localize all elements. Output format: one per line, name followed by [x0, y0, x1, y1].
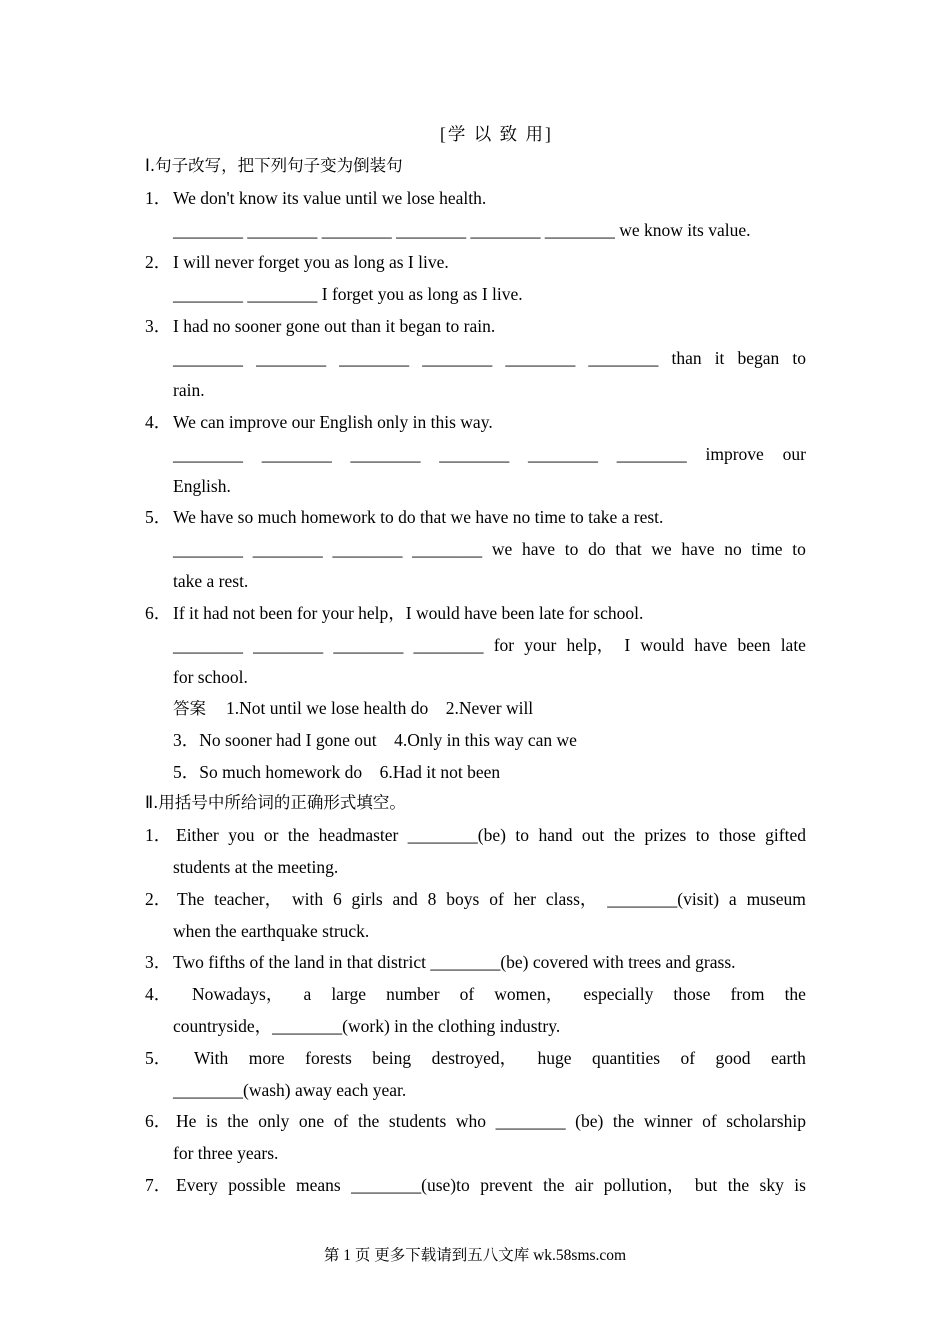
word: women， [494, 984, 564, 1004]
word: the [727, 1175, 750, 1195]
p2-cont: when the earthquake struck. [173, 921, 370, 941]
word: ________ [173, 444, 243, 464]
word: and [392, 889, 418, 909]
q5-number: 5． [145, 507, 172, 527]
word: good [715, 1048, 751, 1068]
q6-fill-cont: for school. [173, 667, 248, 687]
word: number [386, 984, 440, 1004]
word: ________ [332, 539, 403, 559]
word: have [522, 539, 556, 559]
word: ________ [505, 348, 576, 368]
word: it [714, 348, 725, 368]
word: the [357, 1111, 380, 1131]
word: or [263, 825, 279, 845]
word: your [524, 635, 557, 655]
word: we [491, 539, 513, 559]
p2-line [177, 888, 806, 910]
q4-number: 4． [145, 412, 172, 432]
word: a [303, 984, 312, 1004]
word: late [780, 635, 806, 655]
word: gifted [765, 825, 806, 845]
word: ________(be) [407, 825, 506, 845]
word: those [718, 825, 756, 845]
word: ________ [495, 1111, 566, 1131]
word: huge [537, 1048, 572, 1068]
word: those [673, 984, 711, 1004]
word: ________ [422, 348, 493, 368]
word: ________ [339, 348, 410, 368]
p5-line [194, 1047, 806, 1069]
p2-number: 2． [145, 889, 172, 909]
answer-line-2: 3．No sooner had I gone out 4.Only in this way can we [173, 730, 577, 750]
q5-sentence: We have so much homework to do that we have no time to take a rest. [173, 507, 664, 527]
q2-sentence: I will never forget you as long as I live. [173, 252, 449, 272]
word: girls [351, 889, 383, 909]
q1-fill-line: ________ ________ ________ ________ ________ ________ we know its value. [173, 220, 751, 240]
q3-number: 3． [145, 316, 172, 336]
p6-number: 6． [145, 1111, 172, 1131]
word: ________ [173, 635, 243, 655]
word: ________ [333, 635, 404, 655]
word: of [489, 889, 504, 909]
section-1-heading: Ⅰ.句子改写，把下列句子变为倒装句 [145, 156, 403, 175]
word: with [291, 889, 324, 909]
word: 6 [332, 889, 342, 909]
word: ________ [413, 635, 484, 655]
word: to [515, 825, 530, 845]
answer-text-1: 1.Not until we lose health do 2.Never will [226, 698, 534, 718]
word: winner [643, 1111, 693, 1131]
word: ________ [173, 348, 243, 368]
p5-cont: ________(wash) away each year. [173, 1080, 407, 1100]
q4-sentence: We can improve our English only in this way. [173, 412, 493, 432]
word: ________ [528, 444, 598, 464]
word: teacher， [214, 889, 283, 909]
word: museum [746, 889, 806, 909]
word: have [694, 635, 728, 655]
word: ________ [350, 444, 421, 464]
word: prizes [644, 825, 687, 845]
word: her [513, 889, 536, 909]
word: the [287, 825, 310, 845]
word: Either [176, 825, 219, 845]
answer-label: 答案 [173, 699, 206, 718]
word: a [728, 889, 737, 909]
p4-line [192, 983, 806, 1005]
p7-line [176, 1174, 806, 1196]
word: do [588, 539, 606, 559]
page-footer: 第 1 页 更多下载请到五八文库 wk.58sms.com [323, 1247, 627, 1264]
p4-number: 4． [145, 984, 172, 1004]
q6-number: 6． [145, 603, 172, 623]
word: students [388, 1111, 447, 1131]
p7-number: 7． [145, 1175, 172, 1195]
word: help， [566, 635, 615, 655]
p4-cont: countryside，________(work) in the clothing industry. [173, 1016, 561, 1036]
word: sky [759, 1175, 784, 1195]
q2-number: 2． [145, 252, 172, 272]
word: to [564, 539, 579, 559]
word: Every [176, 1175, 218, 1195]
word: only [258, 1111, 290, 1131]
word: ________ [261, 444, 332, 464]
word: but [694, 1175, 718, 1195]
word: He [176, 1111, 197, 1131]
word: would [640, 635, 685, 655]
word: hand [538, 825, 573, 845]
word: quantities [592, 1048, 661, 1068]
p3-number: 3． [145, 952, 172, 972]
word: been [737, 635, 771, 655]
word: large [331, 984, 366, 1004]
word: from [730, 984, 765, 1004]
word: improve [705, 444, 764, 464]
word: earth [770, 1048, 806, 1068]
q2-fill-line: ________ ________ I forget you as long as I live. [173, 284, 523, 304]
word: of [680, 1048, 696, 1068]
p1-number: 1． [145, 825, 172, 845]
word: is [794, 1175, 806, 1195]
word: being [372, 1048, 412, 1068]
q6-fill-line [173, 634, 806, 656]
word: boys [446, 889, 480, 909]
q3-fill-line [173, 347, 806, 369]
q3-fill-cont: rain. [173, 380, 205, 400]
answer-line-3: 5．So much homework do 6.Had it not been [173, 762, 501, 782]
word: ________ [588, 348, 659, 368]
q3-sentence: I had no sooner gone out than it began to rain. [173, 316, 496, 336]
p5-number: 5． [145, 1048, 172, 1068]
q4-fill-cont: English. [173, 476, 231, 496]
word: With [194, 1048, 229, 1068]
word: time [751, 539, 783, 559]
q1-number: 1． [145, 188, 172, 208]
word: ________(use)to [351, 1175, 470, 1195]
word: the [543, 1175, 565, 1195]
word: forests [305, 1048, 352, 1068]
word: prevent [480, 1175, 533, 1195]
word: no [724, 539, 742, 559]
q1-sentence: We don't know its value until we lose health. [173, 188, 487, 208]
word: of [459, 984, 475, 1004]
word: one [298, 1111, 325, 1131]
word: ________ [412, 539, 483, 559]
word: ________ [616, 444, 687, 464]
word: ________ [252, 539, 323, 559]
word: to [792, 348, 806, 368]
word: we [651, 539, 672, 559]
word: scholarship [726, 1111, 806, 1131]
word: began [737, 348, 780, 368]
section-2-heading: Ⅱ.用括号中所给词的正确形式填空。 [145, 793, 406, 812]
word: air [574, 1175, 594, 1195]
word: ________ [173, 539, 243, 559]
word: to [792, 539, 806, 559]
word: pollution， [603, 1175, 685, 1195]
word: ________ [439, 444, 510, 464]
p6-line [176, 1110, 806, 1132]
word: destroyed， [431, 1048, 518, 1068]
word: possible [228, 1175, 286, 1195]
word: our [782, 444, 806, 464]
word: more [248, 1048, 285, 1068]
word: ________ [253, 635, 324, 655]
p3-line: Two fifths of the land in that district ________(be) covered with trees and grass. [173, 952, 736, 972]
word: the [613, 825, 636, 845]
page-title: [学 以 致 用] [440, 124, 553, 144]
word: (be) [575, 1111, 604, 1131]
word: class， [545, 889, 598, 909]
word: the [784, 984, 806, 1004]
q5-fill-line [173, 538, 806, 560]
word: have [681, 539, 715, 559]
word: the [612, 1111, 635, 1131]
word: headmaster [318, 825, 399, 845]
word: you [228, 825, 255, 845]
word: I [624, 635, 631, 655]
word: the [227, 1111, 249, 1131]
q5-fill-cont: take a rest. [173, 571, 249, 591]
word: to [695, 825, 710, 845]
word: that [615, 539, 642, 559]
q4-fill-line [173, 443, 806, 465]
word: of [333, 1111, 349, 1131]
word: than [671, 348, 702, 368]
word: out [581, 825, 605, 845]
word: The [177, 889, 205, 909]
p1-line [176, 824, 806, 846]
answer-line-1 [173, 697, 533, 720]
q6-sentence: If it had not been for your help，I would have been late for school. [173, 603, 644, 623]
word: 8 [427, 889, 437, 909]
word: especially [583, 984, 654, 1004]
word: is [205, 1111, 218, 1131]
word: for [493, 635, 515, 655]
word: who [455, 1111, 486, 1131]
word: ________(visit) [607, 889, 720, 909]
p1-cont: students at the meeting. [173, 857, 339, 877]
word: Nowadays， [192, 984, 284, 1004]
p6-cont: for three years. [173, 1143, 279, 1163]
word: of [702, 1111, 717, 1131]
word: ________ [256, 348, 327, 368]
word: means [296, 1175, 341, 1195]
